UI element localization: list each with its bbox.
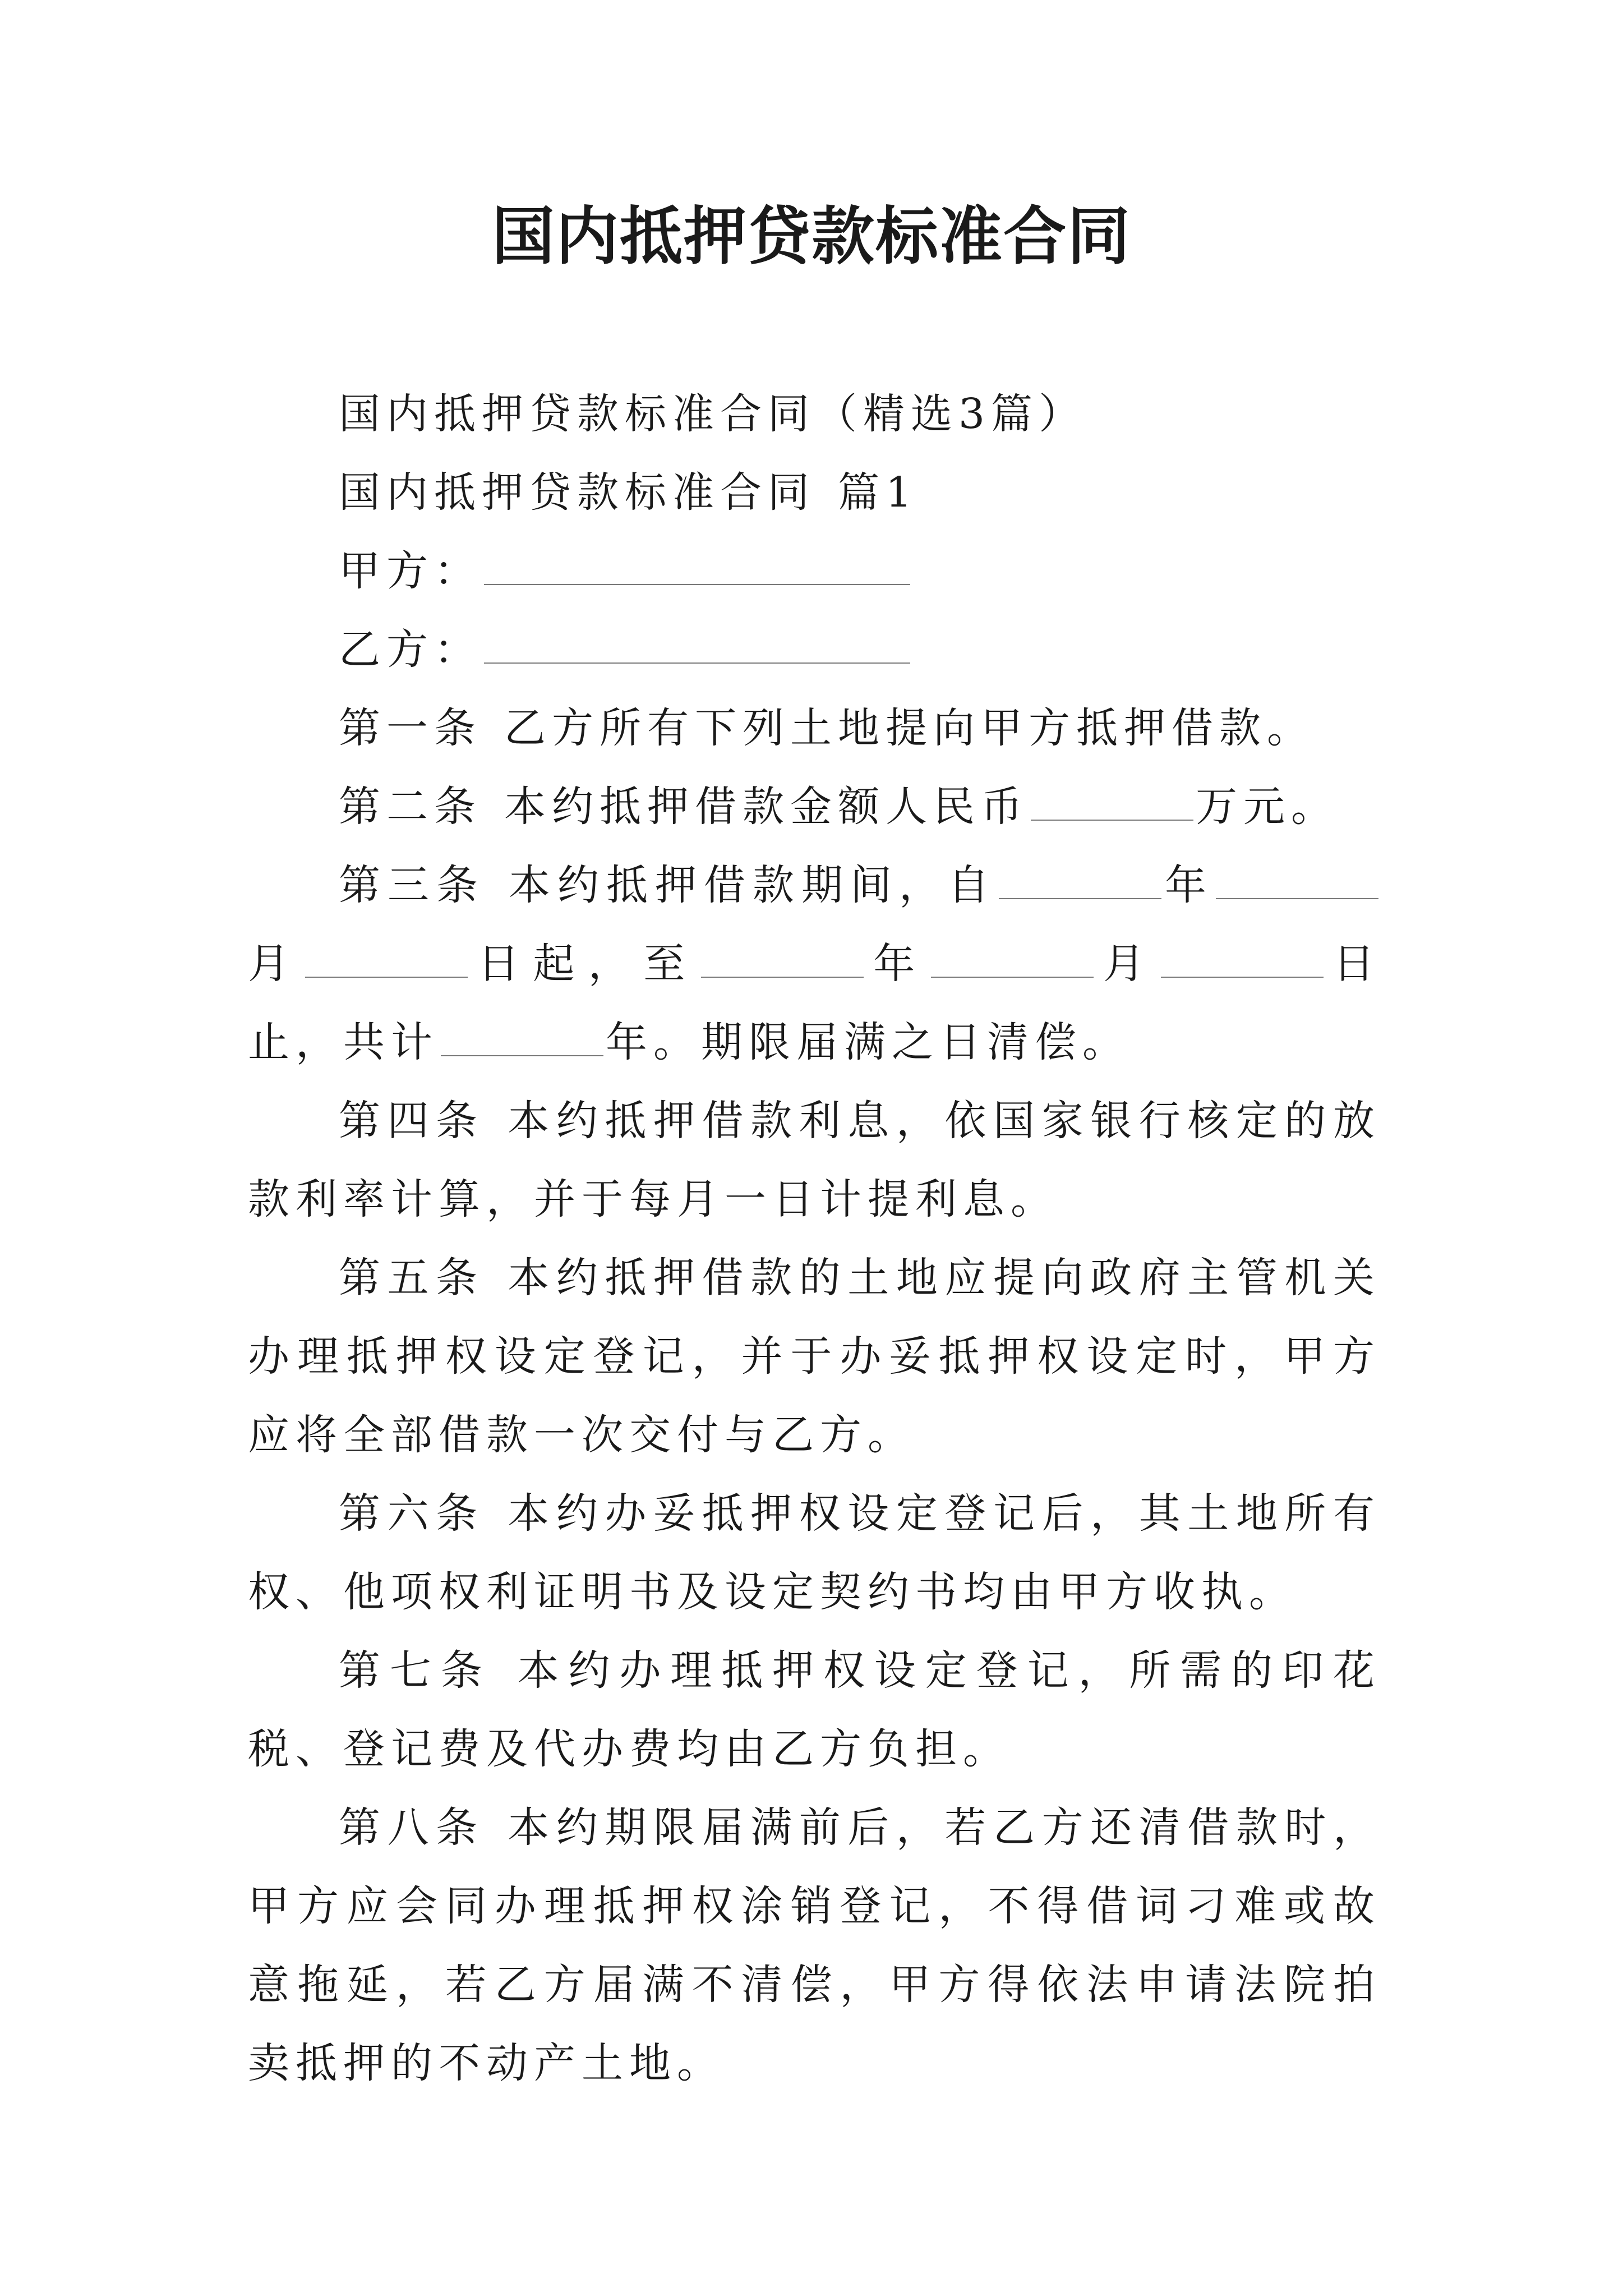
party-a-line <box>248 532 1381 610</box>
subtitle-text: 国内抵押贷款标准合同（精选3篇） <box>339 390 1087 438</box>
end-day-blank <box>1161 976 1324 978</box>
article-3-month-2: 月 <box>1095 940 1159 988</box>
document-title: 国内抵押贷款标准合同 <box>492 200 1131 273</box>
article-5-text: 本约抵押借款的土地应提向政府主管机关办理抵押权设定登记，并于办妥抵押权设定时，甲方应将全部借款一次交付与乙方。 <box>248 1254 1381 1459</box>
article-5 <box>248 1239 1381 1474</box>
end-year-blank <box>701 976 864 978</box>
article-4-text: 本约抵押借款利息，依国家银行核定的放款利率计算，并于每月一日计提利息。 <box>248 1097 1381 1223</box>
document-body <box>248 375 1381 2102</box>
article-8 <box>248 1788 1381 2102</box>
article-3-day-from: 日起，至 <box>470 940 699 988</box>
article-4-number: 第四条 <box>339 1097 485 1145</box>
party-b-line <box>248 610 1381 689</box>
article-6-text: 本约办妥抵押权设定登记后，其土地所有权、他项权利证明书及设定契约书均由甲方收执。 <box>248 1489 1381 1616</box>
article-5-number: 第五条 <box>339 1254 485 1302</box>
article-3 <box>248 846 1381 1082</box>
article-3-year: 年 <box>1164 861 1214 909</box>
start-day-blank <box>305 976 468 978</box>
article-3-text-a: 本约抵押借款期间，自 <box>508 861 997 909</box>
article-2-text-b: 万元。 <box>1196 783 1339 831</box>
article-3-month: 月 <box>248 940 303 988</box>
article-4 <box>248 1082 1381 1239</box>
article-2 <box>248 767 1381 846</box>
section-heading-text: 国内抵押贷款标准合同 <box>339 468 815 517</box>
amount-blank <box>1031 819 1193 821</box>
party-a-label: 甲方： <box>339 547 482 595</box>
section-number: 篇1 <box>838 468 919 517</box>
start-month-blank <box>1216 898 1378 899</box>
article-3-day-to: 日止，共计 <box>248 940 1381 1066</box>
article-7-number: 第七条 <box>339 1646 492 1695</box>
article-6 <box>248 1474 1381 1631</box>
term-years-blank <box>441 1055 603 1056</box>
article-2-text-a: 本约抵押借款金额人民币 <box>504 783 1029 831</box>
article-8-text: 本约期限届满前后，若乙方还清借款时，甲方应会同办理抵押权涂销登记，不得借词刁难或故意拖延，若乙方届满不清偿，甲方得依法申请法院拍卖抵押的不动产土地。 <box>248 1803 1381 2087</box>
subtitle <box>248 375 1381 453</box>
article-7-text: 本约办理抵押权设定登记，所需的印花税、登记费及代办费均由乙方负担。 <box>248 1646 1381 1773</box>
article-8-number: 第八条 <box>339 1803 485 1852</box>
article-6-number: 第六条 <box>339 1489 485 1538</box>
article-1-number: 第一条 <box>339 704 482 752</box>
end-month-blank <box>931 976 1094 978</box>
party-b-label: 乙方： <box>339 625 482 674</box>
article-3-text-end: 年。期限届满之日清偿。 <box>606 1018 1130 1066</box>
section-heading <box>248 453 1381 532</box>
article-1 <box>248 689 1381 767</box>
party-a-blank <box>484 583 910 585</box>
article-7 <box>248 1631 1381 1788</box>
article-3-number: 第三条 <box>339 861 485 909</box>
article-1-text: 乙方所有下列土地提向甲方抵押借款。 <box>504 704 1315 752</box>
article-2-number: 第二条 <box>339 783 482 831</box>
party-b-blank <box>484 662 910 664</box>
article-3-year-2: 年 <box>865 940 929 988</box>
start-year-blank <box>999 898 1161 899</box>
